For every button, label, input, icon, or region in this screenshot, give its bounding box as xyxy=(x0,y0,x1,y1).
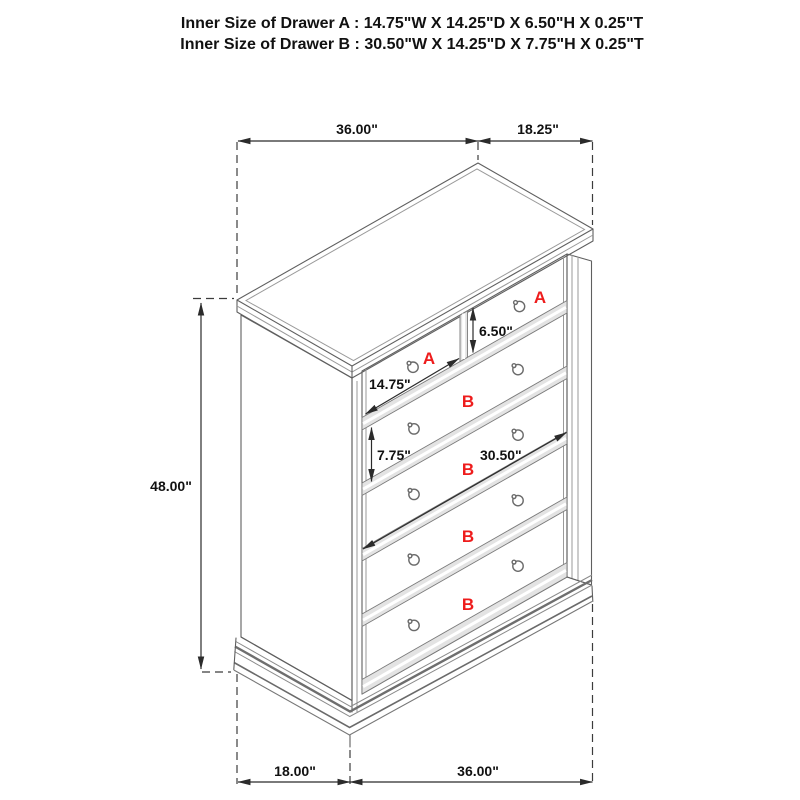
label-top-depth: 18.25" xyxy=(517,121,559,137)
cabinet-left-side-panel xyxy=(241,315,357,712)
knob-b4-right xyxy=(512,560,523,571)
knob-b1-left xyxy=(408,423,419,434)
label-drawer-b2: B xyxy=(461,460,475,479)
label-height: 48.00" xyxy=(150,478,192,494)
label-drawer-a-width: 14.75" xyxy=(369,376,411,392)
knob-b4-left xyxy=(408,620,419,631)
title-line-drawer-b: Inner Size of Drawer B : 30.50"W X 14.25"D X 7.75"H X 0.25"T xyxy=(180,36,644,53)
knob-b1-right xyxy=(512,364,523,375)
label-bottom-depth: 18.00" xyxy=(274,763,316,779)
drawer-a-divider xyxy=(460,311,468,362)
cabinet-right-side-strip xyxy=(567,254,592,585)
dimension-labels xyxy=(150,121,559,779)
label-drawer-b4: B xyxy=(461,595,475,614)
knob-b3-right xyxy=(512,495,523,506)
cabinet-drawing xyxy=(234,163,593,747)
knob-a-left xyxy=(407,361,418,372)
label-drawer-a-left: A xyxy=(422,349,436,368)
title-line-drawer-a: Inner Size of Drawer A : 14.75"W X 14.25"D X 6.50"H X 0.25"T xyxy=(180,15,644,32)
label-drawer-b1: B xyxy=(461,392,475,411)
label-drawer-a-right: A xyxy=(533,288,547,307)
label-top-width: 36.00" xyxy=(336,121,378,137)
label-drawer-b-width: 30.50" xyxy=(480,447,522,463)
knob-b2-right xyxy=(512,429,523,440)
cabinet-top-surface xyxy=(237,163,593,378)
label-drawer-b-height: 7.75" xyxy=(377,447,411,463)
knob-b3-left xyxy=(408,554,419,565)
label-drawer-b3: B xyxy=(461,527,475,546)
knob-a-right xyxy=(514,301,525,312)
title-block xyxy=(180,15,644,53)
label-drawer-a-height: 6.50" xyxy=(479,323,513,339)
label-bottom-width: 36.00" xyxy=(457,763,499,779)
knob-b2-left xyxy=(408,489,419,500)
